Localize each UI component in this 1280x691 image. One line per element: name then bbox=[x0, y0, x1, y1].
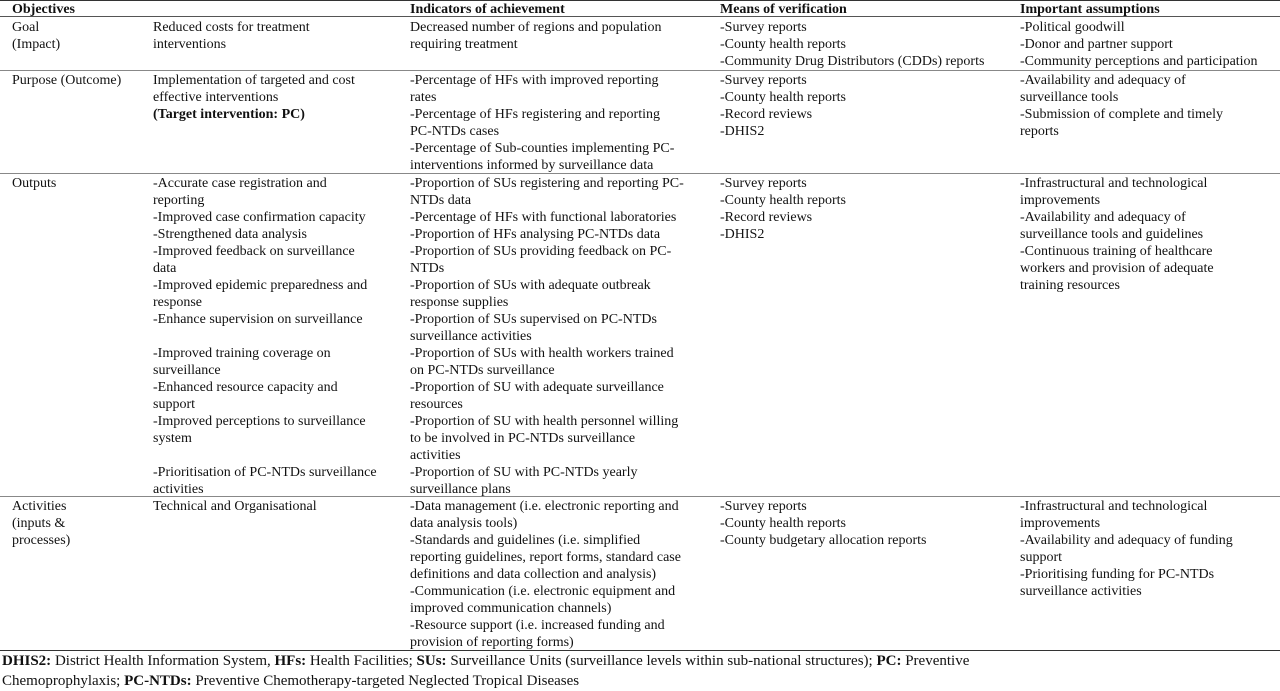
outputs-means: -Survey reports -County health reports -Record reviews -DHIS2 bbox=[720, 176, 846, 242]
header-assumptions: Important assumptions bbox=[1020, 2, 1160, 17]
table-footnote bbox=[0, 650, 1280, 691]
goal-assumptions: -Political goodwill -Donor and partner support -Community perceptions and participation bbox=[1020, 20, 1258, 69]
purpose-description: Implementation of targeted and cost effective interventions (Target intervention: PC) bbox=[153, 73, 355, 122]
purpose-indicators: -Percentage of HFs with improved reporting rates -Percentage of HFs registering and reporting PC-NTDs cases -Percentage of Sub-counties implementing PC- interventions informed by surveillance data bbox=[410, 73, 675, 173]
table-header bbox=[0, 0, 1280, 17]
activities-objective: Activities (inputs & processes) bbox=[12, 499, 71, 548]
outputs-indicators: -Proportion of SUs registering and reporting PC- NTDs data -Percentage of HFs with functional laboratories -Proportion of HFs analysing PC-NTDs data -Proportion of SUs providing feedback on PC- NTDs -Proportion of SUs with adequate outbreak response supplies -Proportion of SUs supervised on PC-NTDs surveillance activities -Proportion of SUs with health workers trained on PC-NTDs surveillance -Proportion of SU with adequate surveillance resources -Proportion of SU with health personnel willing to be involved in PC-NTDs surveillance activities -Proportion of SU with PC-NTDs yearly surveillance plans bbox=[410, 176, 684, 497]
goal-means: -Survey reports -County health reports -Community Drug Distributors (CDDs) reports bbox=[720, 20, 985, 69]
activities-indicators: -Data management (i.e. electronic reporting and data analysis tools) -Standards and guidelines (i.e. simplified reporting guidelines, report forms, standard case definitions and data collection and analysis) -Communication (i.e. electronic equipment and improved communication channels) -Resource support (i.e. increased funding and provision of reporting forms) bbox=[410, 499, 681, 650]
footnote-line-1: DHIS2: District Health Information System, HFs: Health Facilities; SUs: Surveillance Units (surveillance levels within sub-national structures); PC: Preventive bbox=[2, 653, 970, 669]
activities-description: Technical and Organisational bbox=[153, 499, 317, 514]
header-means: Means of verification bbox=[720, 2, 847, 17]
purpose-assumptions: -Availability and adequacy of surveillance tools -Submission of complete and timely reports bbox=[1020, 73, 1223, 139]
goal-indicators: Decreased number of regions and population requiring treatment bbox=[410, 20, 662, 52]
purpose-means: -Survey reports -County health reports -Record reviews -DHIS2 bbox=[720, 73, 846, 139]
outputs-assumptions: -Infrastructural and technological improvements -Availability and adequacy of surveillance tools and guidelines -Continuous training of healthcare workers and provision of adequate training resources bbox=[1020, 176, 1214, 293]
outputs-objective: Outputs bbox=[12, 176, 57, 191]
table-row-activities bbox=[0, 496, 1280, 651]
activities-means: -Survey reports -County health reports -County budgetary allocation reports bbox=[720, 499, 927, 548]
goal-description: Reduced costs for treatment interventions bbox=[153, 20, 310, 52]
activities-assumptions: -Infrastructural and technological improvements -Availability and adequacy of funding support -Prioritising funding for PC-NTDs surveillance activities bbox=[1020, 499, 1233, 599]
goal-objective: Goal (Impact) bbox=[12, 20, 61, 52]
purpose-objective: Purpose (Outcome) bbox=[12, 73, 122, 88]
purpose-target: (Target intervention: PC) bbox=[153, 107, 305, 122]
footnote-line-2: Chemoprophylaxis; PC-NTDs: Preventive Chemotherapy-targeted Neglected Tropical Diseases bbox=[2, 673, 580, 689]
outputs-description: -Accurate case registration and reporting -Improved case confirmation capacity -Strengthened data analysis -Improved feedback on surveillance data -Improved epidemic preparedness and response -Enhance supervision on surveillance -Improved training coverage on surveillance -Enhanced resource capacity and support -Improved perceptions to surveillance system -Prioritisation of PC-NTDs surveillance activities bbox=[153, 176, 377, 497]
header-indicators: Indicators of achievement bbox=[410, 2, 565, 17]
header-objectives: Objectives bbox=[12, 2, 75, 17]
table-row-goal bbox=[0, 18, 1280, 70]
table-row-purpose bbox=[0, 70, 1280, 174]
table-row-outputs bbox=[0, 173, 1280, 497]
